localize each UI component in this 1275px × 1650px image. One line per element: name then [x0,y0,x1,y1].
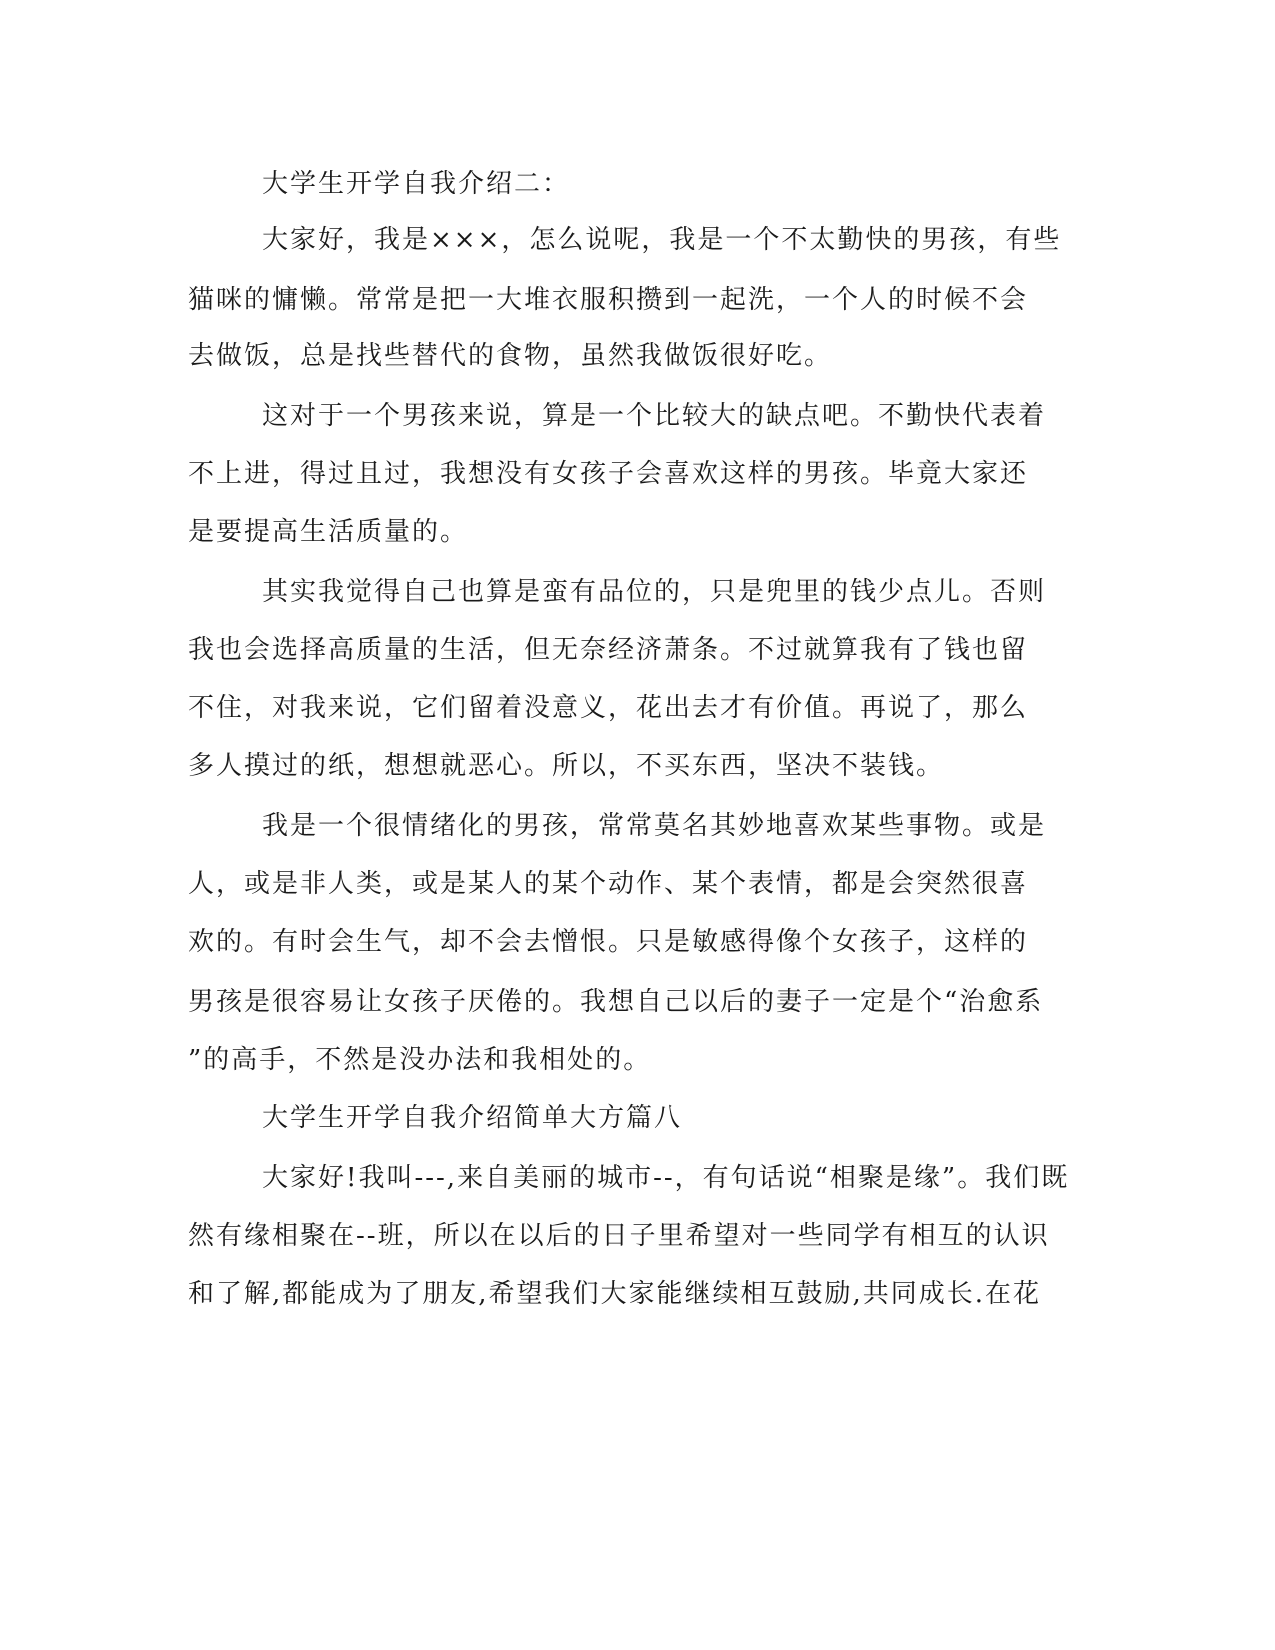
paragraph-line: 大家好，我是×××，怎么说呢，我是一个不太勤快的男孩，有些 [262,225,1062,255]
paragraph-line: 和了解,都能成为了朋友,希望我们大家能继续相互鼓励,共同成长.在花 [188,1279,1042,1309]
section-heading: 大学生开学自我介绍简单大方篇八 [262,1103,683,1133]
paragraph-line: 其实我觉得自己也算是蛮有品位的，只是兜里的钱少点儿。否则 [262,577,1047,607]
paragraph-line: 是要提高生活质量的。 [188,517,469,547]
paragraph-line: 多人摸过的纸，想想就恶心。所以，不买东西，坚决不装钱。 [188,751,945,781]
paragraph-line: 我是一个很情绪化的男孩，常常莫名其妙地喜欢某些事物。或是 [262,811,1047,841]
paragraph-line: 男孩是很容易让女孩子厌倦的。我想自己以后的妻子一定是个“治愈系 [188,987,1044,1017]
paragraph-line: 我也会选择高质量的生活，但无奈经济萧条。不过就算我有了钱也留 [188,635,1029,665]
paragraph-line: 不住，对我来说，它们留着没意义，花出去才有价值。再说了，那么 [188,693,1029,723]
paragraph-line: 人，或是非人类，或是某人的某个动作、某个表情，都是会突然很喜 [188,869,1029,899]
paragraph-line: 然有缘相聚在--班，所以在以后的日子里希望对一些同学有相互的认识 [188,1221,1050,1251]
paragraph-line: 去做饭，总是找些替代的食物，虽然我做饭很好吃。 [188,341,833,371]
paragraph-line: 欢的。有时会生气，却不会去憎恨。只是敏感得像个女孩子，这样的 [188,927,1029,957]
paragraph-line: 大家好!我叫---,来自美丽的城市--，有句话说“相聚是缘”。我们既 [262,1163,1070,1193]
paragraph-line: 猫咪的慵懒。常常是把一大堆衣服积攒到一起洗，一个人的时候不会 [188,285,1029,315]
paragraph-line: 不上进，得过且过，我想没有女孩子会喜欢这样的男孩。毕竟大家还 [188,459,1029,489]
paragraph-line: 这对于一个男孩来说，算是一个比较大的缺点吧。不勤快代表着 [262,401,1047,431]
section-heading: 大学生开学自我介绍二： [262,169,571,199]
paragraph-line: ”的高手，不然是没办法和我相处的。 [188,1045,652,1075]
